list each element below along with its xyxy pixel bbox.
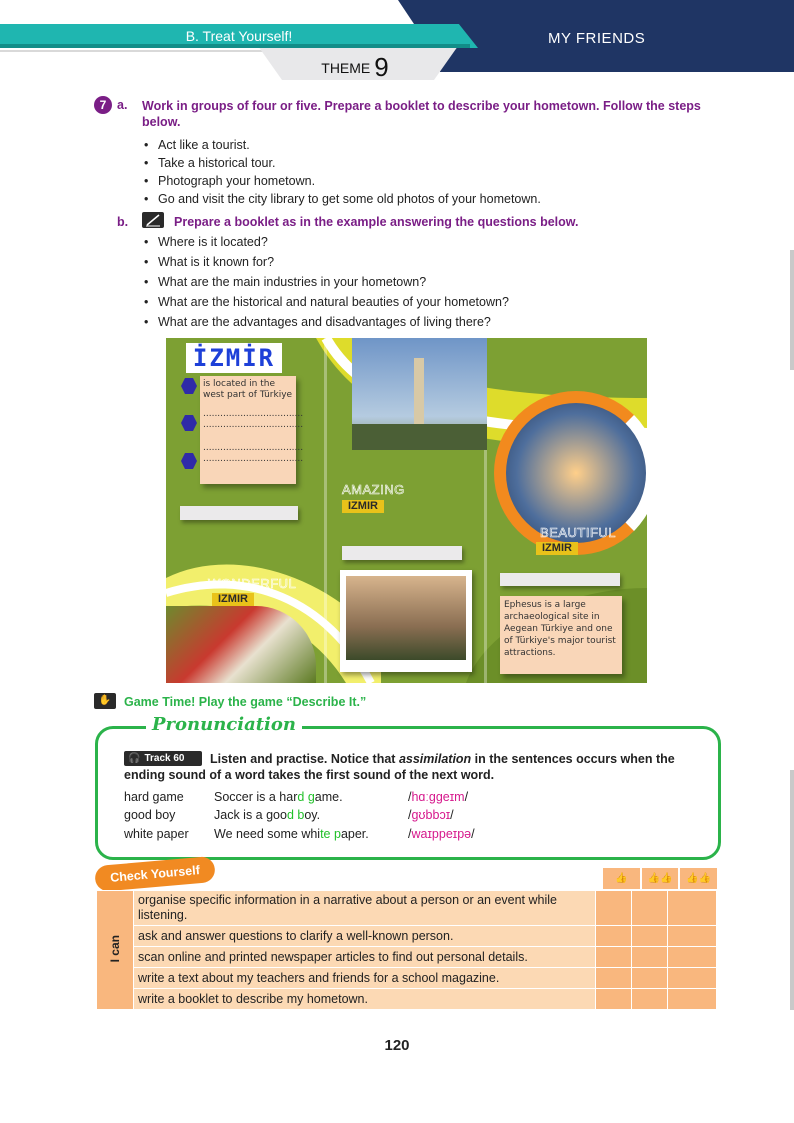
task-b-questions <box>144 232 704 332</box>
assimilated-sound: d <box>297 790 305 804</box>
sentence-part: Jack is a goo <box>214 808 287 822</box>
assimilated-sound: b <box>297 808 305 822</box>
list-item: • What are the historical and natural beauties of your hometown? <box>144 292 704 312</box>
level-one-icon: 👍 <box>603 868 640 889</box>
header-unit-title: MY FRIENDS <box>548 30 646 47</box>
theme-number: 9 <box>374 52 389 82</box>
amazing-city-tag: IZMIR <box>342 500 384 513</box>
list-item: • Take a historical tour. <box>144 154 704 172</box>
example-ipa: /hɑːggeɪm/ <box>408 790 469 804</box>
example-ipa: /gʊbbɔɪ/ <box>408 808 454 822</box>
ipa-text: gʊbbɔɪ <box>411 808 451 822</box>
headphones-icon: 🎧 <box>128 753 141 764</box>
sentence-part: We need some whi <box>214 827 321 841</box>
sentence-part: aper. <box>340 827 369 841</box>
self-assessment-box[interactable] <box>596 989 632 1010</box>
ephesus-photo <box>346 576 466 660</box>
game-time-text: Game Time! Play the game “Describe It.” <box>124 695 367 709</box>
can-do-statement: ask and answer questions to clarify a well-known person. <box>134 926 596 947</box>
assimilated-sound: p <box>334 827 341 841</box>
blank-strip <box>180 506 298 520</box>
sentence-part: ame. <box>314 790 343 804</box>
instruction-part: Listen and practise. Notice that <box>210 752 399 766</box>
i-can-label: I can <box>108 934 122 963</box>
self-assessment-box[interactable] <box>668 989 717 1010</box>
table-row <box>97 968 717 989</box>
theme-label: THEME <box>321 60 371 76</box>
blank-strip <box>500 573 620 586</box>
check-yourself-levels <box>601 868 717 889</box>
booklet-city-title: İZMİR <box>186 343 282 373</box>
list-item: • What is it known for? <box>144 252 704 272</box>
can-do-statement: organise specific information in a narrative about a person or an event while listening. <box>134 891 596 926</box>
list-item: • Act like a tourist. <box>144 136 704 154</box>
sentence-part: Soccer is a har <box>214 790 298 804</box>
can-do-statement: scan online and printed newspaper articles to find out personal details. <box>134 947 596 968</box>
self-assessment-box[interactable] <box>632 947 668 968</box>
level-three-icon: 👍👍 <box>680 868 717 889</box>
note-line: is located in the west part of Türkiye <box>203 379 293 400</box>
self-assessment-box[interactable] <box>632 891 668 926</box>
trees <box>352 424 487 450</box>
blank-strip <box>342 546 462 560</box>
sentence-part: oy. <box>304 808 321 822</box>
task-a-label: a. <box>117 98 128 112</box>
self-assessment-box[interactable] <box>596 926 632 947</box>
self-assessment-box[interactable] <box>668 947 717 968</box>
page-number: 120 <box>384 1037 410 1054</box>
table-row <box>97 947 717 968</box>
task-b-instruction: Prepare a booklet as in the example answering the questions below. <box>174 215 579 229</box>
level-two-icon: 👍👍 <box>642 868 679 889</box>
booklet-fold <box>324 338 327 683</box>
example-booklet <box>166 338 647 683</box>
game-icon: ✋ <box>94 693 116 709</box>
ipa-text: hɑːggeɪm <box>411 790 465 804</box>
ipa-text: waɪppeɪpə <box>411 827 472 841</box>
clock-tower-photo <box>352 338 487 450</box>
note-line: ................................... <box>203 420 304 430</box>
self-assessment-box[interactable] <box>668 968 717 989</box>
example-phrase: hard game <box>124 790 184 804</box>
list-item: • Go and visit the city library to get some old photos of your hometown. <box>144 190 704 208</box>
can-do-statement: write a booklet to describe my hometown. <box>134 989 596 1010</box>
location-note <box>200 376 304 484</box>
self-assessment-box[interactable] <box>632 968 668 989</box>
writing-icon <box>142 212 164 228</box>
list-item: • Where is it located? <box>144 232 704 252</box>
pronunciation-title: Pronunciation <box>146 714 302 735</box>
table-row <box>97 989 717 1010</box>
pronunciation-instruction <box>124 751 704 783</box>
check-yourself-table <box>96 890 717 1010</box>
self-assessment-box[interactable] <box>632 926 668 947</box>
header-rule <box>0 50 300 52</box>
example-ipa: /waɪppeɪpə/ <box>408 827 475 841</box>
can-do-statement: write a text about my teachers and friends for a school magazine. <box>134 968 596 989</box>
header-theme-label <box>280 52 430 83</box>
table-row <box>97 891 717 926</box>
track-label: Track 60 <box>144 753 185 764</box>
example-sentence <box>214 827 369 841</box>
self-assessment-box[interactable] <box>596 968 632 989</box>
task-a-steps <box>144 136 704 208</box>
self-assessment-box[interactable] <box>668 891 717 926</box>
list-item: • What are the advantages and disadvantages of living there? <box>144 312 704 332</box>
self-assessment-box[interactable] <box>632 989 668 1010</box>
example-sentence <box>214 790 343 804</box>
task-a-instruction: Work in groups of four or five. Prepare a booklet to describe your hometown. Follow the steps below. <box>142 99 701 129</box>
page-edge-mark <box>790 770 794 1010</box>
assimilated-sound: g <box>307 790 315 804</box>
example-phrase: good boy <box>124 808 176 822</box>
example-phrase: white paper <box>124 827 189 841</box>
wonderful-label: WONDERFUL <box>208 576 297 591</box>
note-line: ................................... <box>203 409 304 419</box>
list-item: • Photograph your hometown. <box>144 172 704 190</box>
assimilated-sound: d <box>286 808 294 822</box>
wonderful-city-tag: IZMIR <box>212 593 254 606</box>
header-section-title: B. Treat Yourself! <box>185 28 293 44</box>
example-sentence <box>214 808 320 822</box>
page-edge-mark <box>790 250 794 370</box>
task-number-badge: 7 <box>94 96 112 114</box>
note-line: ................................... <box>203 454 304 464</box>
note-line: ................................... <box>203 443 304 453</box>
instruction-emphasis: assimilation <box>398 752 472 766</box>
beautiful-city-tag: IZMIR <box>536 542 578 555</box>
beautiful-label: BEAUTIFUL <box>540 525 617 540</box>
self-assessment-box[interactable] <box>596 891 632 926</box>
self-assessment-box[interactable] <box>596 947 632 968</box>
i-can-cell <box>97 891 134 1010</box>
self-assessment-box[interactable] <box>668 926 717 947</box>
amazing-label: AMAZING <box>342 482 405 497</box>
check-yourself-tab: Check Yourself <box>94 856 216 892</box>
ephesus-photo-frame <box>340 570 472 672</box>
assimilated-sound: te <box>320 827 331 841</box>
table-row <box>97 926 717 947</box>
task-b-label: b. <box>117 215 129 229</box>
list-item: • What are the main industries in your hometown? <box>144 272 704 292</box>
instruction-part: in the sentences occurs when the ending sound of a word takes the first sound of the next word. <box>124 752 675 782</box>
ephesus-note: Ephesus is a large archaeological site in Aegean Türkiye and one of Türkiye's major tourist attractions. <box>500 596 622 674</box>
